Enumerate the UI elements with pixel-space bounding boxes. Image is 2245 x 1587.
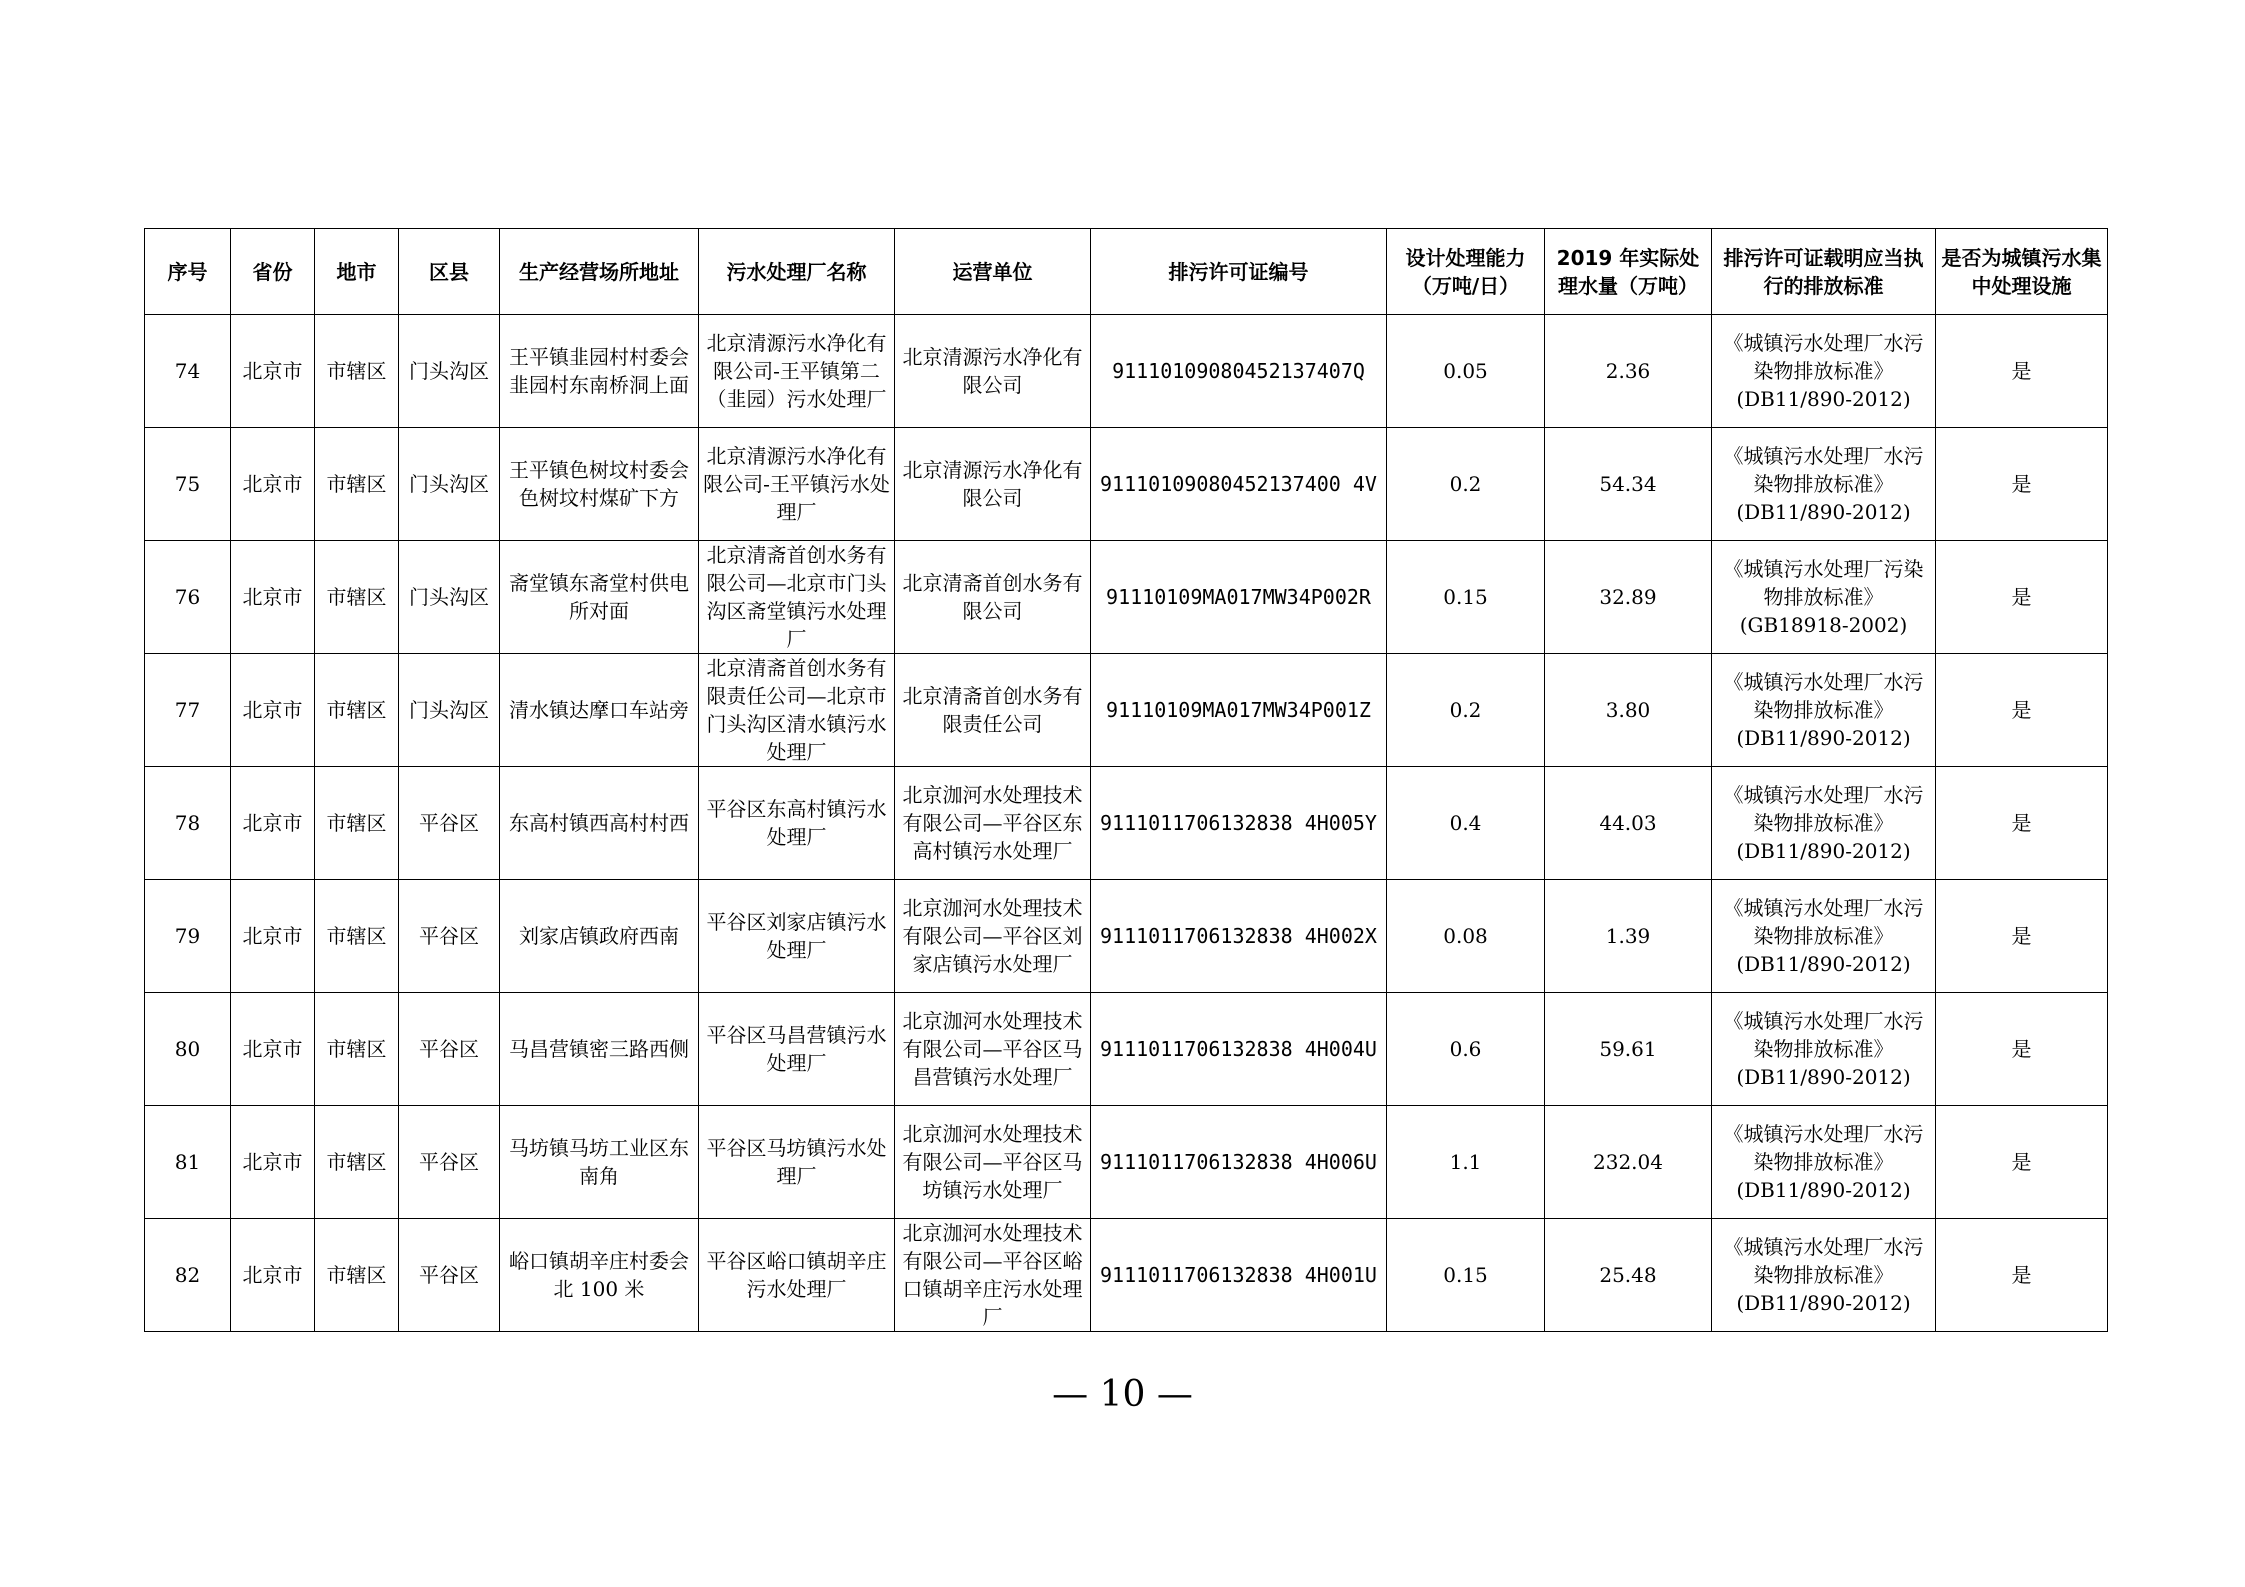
cell-district: 平谷区 xyxy=(399,1106,500,1219)
cell-capacity: 0.15 xyxy=(1387,1219,1545,1332)
cell-plant: 平谷区东高村镇污水处理厂 xyxy=(699,767,895,880)
table-row xyxy=(145,880,2108,993)
cell-no: 80 xyxy=(145,993,231,1106)
cell-plant: 平谷区马昌营镇污水处理厂 xyxy=(699,993,895,1106)
cell-volume: 32.89 xyxy=(1545,541,1712,654)
cell-central: 是 xyxy=(1936,654,2108,767)
header-cell: 序号 xyxy=(145,229,231,315)
page-number: — 10 — xyxy=(1052,1374,1193,1415)
cell-permit: 9111011706132838 4H006U xyxy=(1091,1106,1387,1219)
cell-no: 76 xyxy=(145,541,231,654)
cell-standard: 《城镇污水处理厂水污染物排放标准》(DB11/890-2012) xyxy=(1712,654,1936,767)
table-row xyxy=(145,541,2108,654)
header-cell: 2019 年实际处理水量（万吨） xyxy=(1545,229,1712,315)
table-row xyxy=(145,315,2108,428)
header-cell: 污水处理厂名称 xyxy=(699,229,895,315)
cell-city: 市辖区 xyxy=(315,993,399,1106)
cell-district: 门头沟区 xyxy=(399,541,500,654)
table-header-row xyxy=(145,229,2108,315)
cell-operator: 北京泇河水处理技术有限公司—平谷区东高村镇污水处理厂 xyxy=(895,767,1091,880)
cell-permit: 91110109080452137407Q xyxy=(1091,315,1387,428)
cell-city: 市辖区 xyxy=(315,880,399,993)
cell-operator: 北京清源污水净化有限公司 xyxy=(895,428,1091,541)
cell-province: 北京市 xyxy=(231,315,315,428)
cell-volume: 54.34 xyxy=(1545,428,1712,541)
cell-district: 门头沟区 xyxy=(399,428,500,541)
cell-address: 东高村镇西高村村西 xyxy=(500,767,699,880)
table-row xyxy=(145,767,2108,880)
cell-standard: 《城镇污水处理厂水污染物排放标准》(DB11/890-2012) xyxy=(1712,880,1936,993)
cell-address: 清水镇达摩口车站旁 xyxy=(500,654,699,767)
cell-plant: 平谷区马坊镇污水处理厂 xyxy=(699,1106,895,1219)
cell-plant: 北京清斋首创水务有限责任公司—北京市门头沟区清水镇污水处理厂 xyxy=(699,654,895,767)
cell-standard: 《城镇污水处理厂水污染物排放标准》(DB11/890-2012) xyxy=(1712,1106,1936,1219)
header-cell: 排污许可证载明应当执行的排放标准 xyxy=(1712,229,1936,315)
cell-address: 峪口镇胡辛庄村委会北 100 米 xyxy=(500,1219,699,1332)
cell-plant: 北京清斋首创水务有限公司—北京市门头沟区斋堂镇污水处理厂 xyxy=(699,541,895,654)
cell-volume: 232.04 xyxy=(1545,1106,1712,1219)
sewage-plant-table xyxy=(144,228,2108,1332)
cell-city: 市辖区 xyxy=(315,767,399,880)
cell-operator: 北京泇河水处理技术有限公司—平谷区马昌营镇污水处理厂 xyxy=(895,993,1091,1106)
cell-permit: 91110109080452137400 4V xyxy=(1091,428,1387,541)
cell-central: 是 xyxy=(1936,1219,2108,1332)
cell-operator: 北京泇河水处理技术有限公司—平谷区刘家店镇污水处理厂 xyxy=(895,880,1091,993)
cell-standard: 《城镇污水处理厂水污染物排放标准》(DB11/890-2012) xyxy=(1712,993,1936,1106)
cell-district: 平谷区 xyxy=(399,767,500,880)
cell-city: 市辖区 xyxy=(315,541,399,654)
cell-address: 马坊镇马坊工业区东南角 xyxy=(500,1106,699,1219)
cell-standard: 《城镇污水处理厂水污染物排放标准》(DB11/890-2012) xyxy=(1712,1219,1936,1332)
cell-no: 78 xyxy=(145,767,231,880)
header-cell: 设计处理能力（万吨/日） xyxy=(1387,229,1545,315)
cell-province: 北京市 xyxy=(231,1106,315,1219)
cell-permit: 91110109MA017MW34P001Z xyxy=(1091,654,1387,767)
cell-city: 市辖区 xyxy=(315,315,399,428)
cell-operator: 北京清斋首创水务有限责任公司 xyxy=(895,654,1091,767)
cell-volume: 59.61 xyxy=(1545,993,1712,1106)
cell-permit: 9111011706132838 4H001U xyxy=(1091,1219,1387,1332)
header-cell: 省份 xyxy=(231,229,315,315)
cell-permit: 9111011706132838 4H005Y xyxy=(1091,767,1387,880)
cell-capacity: 0.15 xyxy=(1387,541,1545,654)
cell-address: 马昌营镇密三路西侧 xyxy=(500,993,699,1106)
cell-operator: 北京泇河水处理技术有限公司—平谷区马坊镇污水处理厂 xyxy=(895,1106,1091,1219)
cell-central: 是 xyxy=(1936,993,2108,1106)
cell-district: 平谷区 xyxy=(399,993,500,1106)
cell-capacity: 0.4 xyxy=(1387,767,1545,880)
cell-district: 门头沟区 xyxy=(399,654,500,767)
cell-district: 平谷区 xyxy=(399,1219,500,1332)
cell-volume: 3.80 xyxy=(1545,654,1712,767)
cell-city: 市辖区 xyxy=(315,1219,399,1332)
cell-plant: 平谷区峪口镇胡辛庄污水处理厂 xyxy=(699,1219,895,1332)
cell-standard: 《城镇污水处理厂水污染物排放标准》(DB11/890-2012) xyxy=(1712,767,1936,880)
table-row xyxy=(145,428,2108,541)
cell-operator: 北京泇河水处理技术有限公司—平谷区峪口镇胡辛庄污水处理厂 xyxy=(895,1219,1091,1332)
cell-permit: 9111011706132838 4H004U xyxy=(1091,993,1387,1106)
cell-central: 是 xyxy=(1936,1106,2108,1219)
cell-no: 82 xyxy=(145,1219,231,1332)
cell-standard: 《城镇污水处理厂水污染物排放标准》(DB11/890-2012) xyxy=(1712,428,1936,541)
cell-permit: 9111011706132838 4H002X xyxy=(1091,880,1387,993)
cell-province: 北京市 xyxy=(231,767,315,880)
table-row xyxy=(145,1219,2108,1332)
cell-central: 是 xyxy=(1936,315,2108,428)
cell-standard: 《城镇污水处理厂污染物排放标准》(GB18918-2002) xyxy=(1712,541,1936,654)
cell-volume: 44.03 xyxy=(1545,767,1712,880)
cell-plant: 平谷区刘家店镇污水处理厂 xyxy=(699,880,895,993)
cell-province: 北京市 xyxy=(231,654,315,767)
header-cell: 地市 xyxy=(315,229,399,315)
cell-province: 北京市 xyxy=(231,541,315,654)
header-cell: 是否为城镇污水集中处理设施 xyxy=(1936,229,2108,315)
cell-central: 是 xyxy=(1936,541,2108,654)
cell-address: 王平镇色树坟村委会色树坟村煤矿下方 xyxy=(500,428,699,541)
cell-no: 75 xyxy=(145,428,231,541)
cell-permit: 91110109MA017MW34P002R xyxy=(1091,541,1387,654)
table-row xyxy=(145,654,2108,767)
cell-district: 平谷区 xyxy=(399,880,500,993)
cell-operator: 北京清斋首创水务有限公司 xyxy=(895,541,1091,654)
cell-address: 斋堂镇东斋堂村供电所对面 xyxy=(500,541,699,654)
cell-no: 81 xyxy=(145,1106,231,1219)
cell-district: 门头沟区 xyxy=(399,315,500,428)
cell-plant: 北京清源污水净化有限公司-王平镇第二（韭园）污水处理厂 xyxy=(699,315,895,428)
cell-province: 北京市 xyxy=(231,428,315,541)
cell-volume: 25.48 xyxy=(1545,1219,1712,1332)
header-cell: 排污许可证编号 xyxy=(1091,229,1387,315)
cell-province: 北京市 xyxy=(231,880,315,993)
table-row xyxy=(145,993,2108,1106)
header-cell: 生产经营场所地址 xyxy=(500,229,699,315)
header-cell: 区县 xyxy=(399,229,500,315)
cell-capacity: 0.2 xyxy=(1387,654,1545,767)
cell-capacity: 0.2 xyxy=(1387,428,1545,541)
cell-central: 是 xyxy=(1936,880,2108,993)
cell-province: 北京市 xyxy=(231,1219,315,1332)
cell-city: 市辖区 xyxy=(315,1106,399,1219)
cell-volume: 2.36 xyxy=(1545,315,1712,428)
cell-capacity: 0.08 xyxy=(1387,880,1545,993)
cell-city: 市辖区 xyxy=(315,428,399,541)
cell-volume: 1.39 xyxy=(1545,880,1712,993)
cell-province: 北京市 xyxy=(231,993,315,1106)
cell-plant: 北京清源污水净化有限公司-王平镇污水处理厂 xyxy=(699,428,895,541)
cell-address: 王平镇韭园村村委会韭园村东南桥洞上面 xyxy=(500,315,699,428)
cell-city: 市辖区 xyxy=(315,654,399,767)
cell-standard: 《城镇污水处理厂水污染物排放标准》(DB11/890-2012) xyxy=(1712,315,1936,428)
cell-central: 是 xyxy=(1936,767,2108,880)
header-cell: 运营单位 xyxy=(895,229,1091,315)
cell-no: 74 xyxy=(145,315,231,428)
table-row xyxy=(145,1106,2108,1219)
cell-no: 77 xyxy=(145,654,231,767)
cell-capacity: 0.05 xyxy=(1387,315,1545,428)
cell-capacity: 0.6 xyxy=(1387,993,1545,1106)
cell-central: 是 xyxy=(1936,428,2108,541)
cell-address: 刘家店镇政府西南 xyxy=(500,880,699,993)
cell-operator: 北京清源污水净化有限公司 xyxy=(895,315,1091,428)
cell-no: 79 xyxy=(145,880,231,993)
cell-capacity: 1.1 xyxy=(1387,1106,1545,1219)
